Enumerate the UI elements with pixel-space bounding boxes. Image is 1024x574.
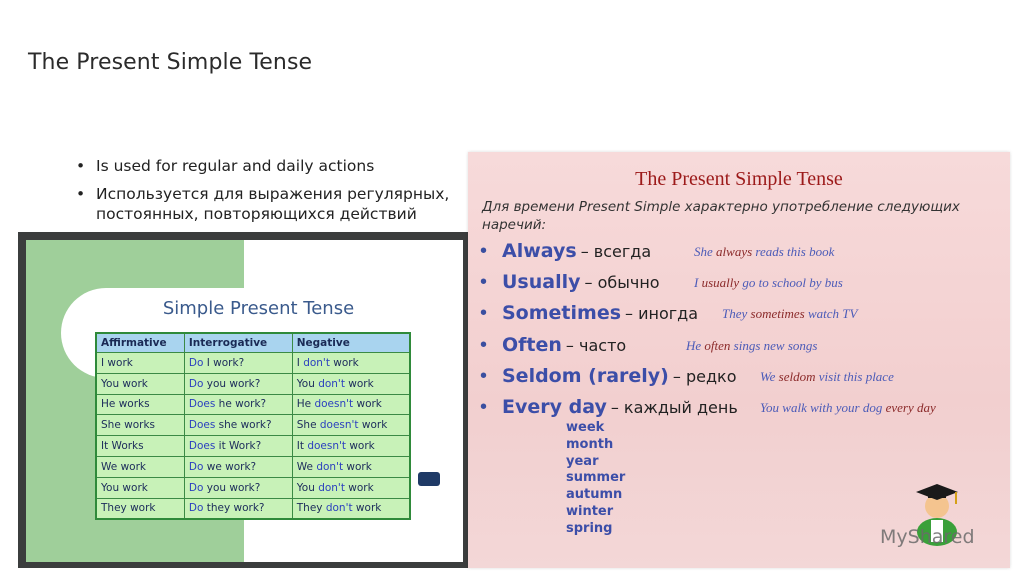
table-cell (96, 373, 184, 394)
cell-text: work (346, 440, 375, 453)
table-image-title: Simple Present Tense (162, 298, 355, 319)
cell-text: you work? (203, 481, 261, 494)
auxiliary-verb: Do (188, 481, 204, 494)
period-word: month (566, 436, 614, 452)
adverb-english: Always (502, 240, 577, 262)
auxiliary-verb: doesn't (319, 419, 359, 432)
example-sentence (760, 400, 936, 416)
conjugation-table (95, 332, 411, 520)
table-cell (184, 373, 292, 394)
cell-text: They (296, 502, 326, 515)
period-word: year (566, 453, 599, 469)
adverb-russian: – часто (565, 335, 627, 355)
cell-text: You work (101, 377, 148, 390)
adverb-russian: – обычно (584, 273, 660, 293)
table-cell (292, 498, 410, 519)
bullet-list (74, 156, 464, 232)
cell-text: I work (101, 356, 133, 369)
example-text: They (722, 306, 751, 322)
cell-text: work (344, 377, 374, 390)
auxiliary-verb: Do (188, 502, 204, 515)
table-cell (96, 456, 184, 477)
auxiliary-verb: don't (325, 502, 353, 515)
simple-present-table-image (18, 232, 468, 568)
period-word: spring (566, 520, 613, 536)
example-sentence (686, 338, 817, 354)
table-cell (184, 477, 292, 498)
adverb-item (478, 302, 858, 333)
auxiliary-verb: Do (188, 377, 204, 390)
auxiliary-verb: doesn't (314, 398, 354, 411)
table-row (96, 498, 410, 519)
column-header: Interrogative (184, 333, 292, 353)
auxiliary-verb: Do (188, 460, 204, 473)
adverbs-image (468, 152, 1010, 568)
cell-text: work (343, 460, 372, 473)
auxiliary-verb: Does (188, 440, 216, 453)
cell-text: they work? (203, 502, 265, 515)
cell-text: it Work? (215, 440, 262, 453)
example-sentence (760, 369, 894, 385)
adverbs-image-title: The Present Simple Tense (635, 168, 843, 190)
adverb-russian: – каждый день (610, 397, 738, 417)
cell-text: We work (101, 460, 146, 473)
example-adverb: always (716, 244, 753, 259)
adverb-item (478, 271, 843, 302)
cell-text: work (344, 481, 374, 494)
table-cell (292, 373, 410, 394)
example-text: He (686, 337, 705, 353)
table-cell (96, 498, 184, 519)
auxiliary-verb: Do (188, 356, 204, 369)
table-row (96, 477, 410, 498)
cell-text: It (296, 440, 308, 453)
example-text: watch TV (804, 306, 858, 322)
adverbs-intro: Для времени Present Simple характерно употребление следующих наречий: (482, 199, 960, 233)
adverb-english: Often (502, 333, 562, 356)
bullet-item: • Используется для выражения регулярных, постоянных, повторяющихся действий (74, 184, 464, 224)
table-row (96, 394, 410, 415)
example-adverb: every day (885, 399, 936, 415)
example-adverb: often (704, 337, 731, 353)
column-header: Negative (292, 333, 410, 353)
adverb-item (478, 333, 818, 365)
adverb-list (478, 240, 936, 427)
table-row (96, 353, 410, 374)
example-text: She (694, 244, 717, 259)
adverb-russian: – редко (672, 366, 737, 386)
auxiliary-verb: don't (318, 481, 345, 494)
table-cell (292, 394, 410, 415)
period-word: week (566, 420, 605, 435)
auxiliary-verb: don't (316, 460, 344, 473)
table-cell (96, 415, 184, 436)
table-cell (96, 436, 184, 457)
period-word: winter (566, 503, 614, 519)
adverb-russian: – всегда (580, 242, 652, 261)
adverb-item (478, 240, 835, 271)
cell-text: She works (101, 419, 155, 432)
auxiliary-verb: don't (303, 356, 330, 369)
cell-text: They work (101, 502, 156, 515)
cell-text: he work? (215, 398, 267, 411)
example-text: We (760, 368, 779, 384)
cell-text: I (296, 356, 304, 369)
table-cell (96, 477, 184, 498)
table-cell (292, 415, 410, 436)
table-cell (184, 415, 292, 436)
period-word: summer (566, 470, 626, 486)
table-cell (292, 436, 410, 457)
slide-title: The Present Simple Tense (28, 50, 313, 75)
example-sentence (694, 244, 834, 260)
table-row (96, 415, 410, 436)
cell-text: It Works (101, 440, 144, 453)
table-cell (96, 353, 184, 374)
cell-text: He (296, 398, 315, 411)
table-cell (184, 436, 292, 457)
period-word-list (566, 420, 625, 538)
cell-text: You (296, 481, 319, 494)
table-cell (184, 394, 292, 415)
example-text: sings new songs (730, 337, 818, 353)
table-cell (184, 353, 292, 374)
cell-text: work (329, 356, 359, 369)
cell-text: You work (101, 481, 148, 494)
cell-text: we work? (203, 460, 257, 473)
table-cell (96, 394, 184, 415)
bullet-item: • Is used for regular and daily actions (74, 156, 464, 176)
adverb-english: Seldom (rarely) (502, 364, 669, 387)
cell-text: she work? (215, 419, 272, 432)
table-cell (184, 498, 292, 519)
cell-text: You (296, 377, 319, 390)
column-header: Affirmative (96, 333, 184, 353)
cell-text: He works (101, 398, 150, 411)
cell-text: I work? (203, 356, 245, 369)
auxiliary-verb: don't (318, 377, 345, 390)
table-cell (292, 477, 410, 498)
table-row (96, 436, 410, 457)
adverb-english: Usually (502, 271, 581, 294)
example-adverb: usually (701, 275, 740, 291)
table-row (96, 456, 410, 477)
cell-text: work (358, 419, 388, 432)
cell-text: you work? (203, 377, 261, 390)
period-word: autumn (566, 487, 623, 503)
auxiliary-verb: Does (188, 398, 216, 411)
decorative-tab (418, 472, 440, 486)
cell-text: We (296, 460, 317, 473)
adverb-item (478, 364, 894, 396)
table-header-row (96, 333, 410, 353)
auxiliary-verb: doesn't (307, 440, 346, 453)
table-cell (292, 456, 410, 477)
adverb-russian: – иногда (625, 304, 699, 324)
example-text: reads this book (752, 244, 835, 259)
example-text: visit this place (815, 368, 894, 384)
example-sentence (694, 275, 843, 291)
table-cell (292, 353, 410, 374)
example-adverb: sometimes (750, 306, 805, 322)
example-text: You walk with your dog (760, 399, 886, 415)
example-adverb: seldom (778, 368, 816, 384)
cell-text: She (296, 419, 320, 432)
watermark-text: MyShared (880, 526, 975, 548)
example-sentence (722, 306, 857, 322)
auxiliary-verb: Does (188, 419, 216, 432)
cell-text: work (353, 398, 382, 411)
table-row (96, 373, 410, 394)
cell-text: work (352, 502, 382, 515)
adverb-english: Sometimes (502, 302, 622, 325)
table-cell (184, 456, 292, 477)
example-text: I (694, 275, 702, 291)
adverb-english: Every day (502, 395, 607, 418)
example-text: go to school by bus (739, 275, 843, 291)
